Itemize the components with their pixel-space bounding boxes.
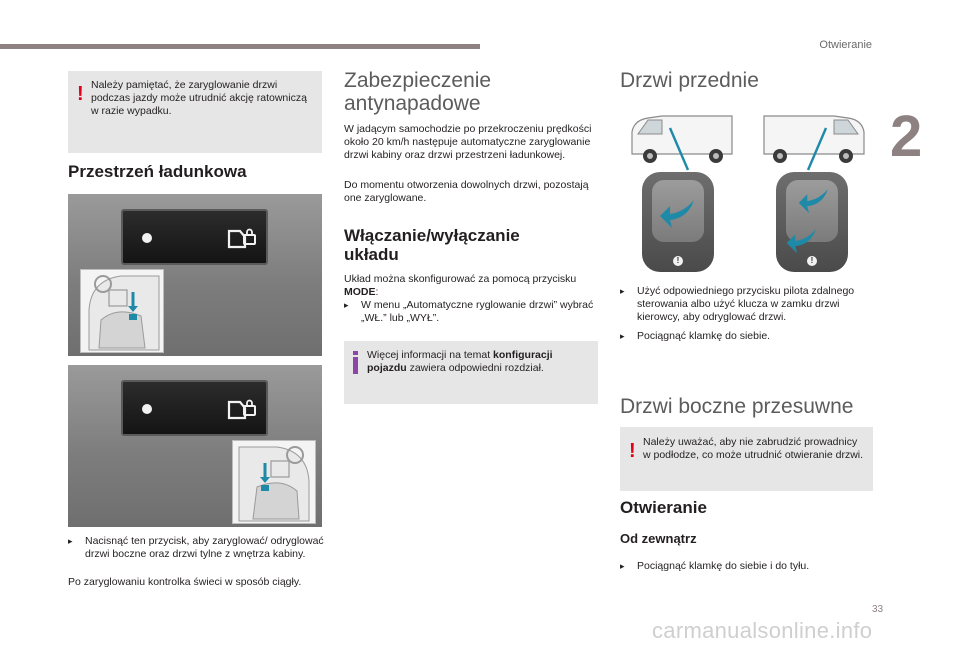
warning-exclamation-icon: !: [629, 440, 636, 462]
van-illustration-right: [758, 110, 868, 172]
bullet-press-button: ▸ Nacisnąć ten przycisk, aby zaryglować/ odryglować drzwi boczne oraz drzwi tylne z wnętrza kabiny.: [68, 535, 324, 560]
heading-opening: Otwieranie: [620, 498, 707, 517]
photo-lock-button-1: [68, 194, 322, 356]
heading-front-doors: Drzwi przednie: [620, 69, 759, 92]
anti-theft-body-1: W jadącym samochodzie po przekroczeniu prędkości około 20 km/h następuje automatyczne zaryglowanie drzwi kabiny oraz drzwi przestrzeni ładunkowej.: [344, 123, 592, 161]
led-indicator: [142, 404, 152, 414]
warning-text: Należy uważać, aby nie zabrudzić prowadnicy w podłodze, co może utrudnić otwieranie drzwi.: [643, 436, 864, 461]
arrow-bullet-icon: ▸: [620, 286, 625, 296]
bullet-menu-setting: ▸ W menu „Automatyczne ryglowanie drzwi” wybrać „WŁ.” lub „WYŁ”.: [344, 299, 594, 324]
arrow-bullet-icon: ▸: [68, 536, 73, 546]
van-lock-icon: [226, 225, 258, 251]
header-accent-bar: [0, 44, 480, 49]
door-handle-right: [776, 172, 848, 272]
arrow-bullet-icon: ▸: [344, 300, 349, 310]
cabin-interior-illustration: [81, 270, 165, 354]
subheading-from-outside: Od zewnątrz: [620, 531, 697, 546]
anti-theft-body-2: Do momentu otworzenia dowolnych drzwi, pozostają one zaryglowane.: [344, 179, 589, 204]
van-lock-icon: [226, 396, 258, 422]
cabin-inset-2: [232, 440, 316, 524]
info-i-icon: [353, 357, 358, 374]
heading-cargo-space: Przestrzeń ładunkowa: [68, 162, 247, 181]
key-lock-icon: !: [673, 256, 683, 266]
heading-anti-theft: Zabezpieczenie antynapadowe: [344, 69, 492, 115]
lock-note: Po zaryglowaniu kontrolka świeci w sposób ciągły.: [68, 576, 302, 588]
section-title: Otwieranie: [819, 39, 872, 51]
warning-box-sliding: [620, 427, 873, 491]
info-text: Więcej informacji na temat konfiguracji pojazdu zawiera odpowiedni rozdział.: [367, 349, 553, 374]
lock-button-panel: [121, 209, 268, 265]
chapter-number: 2: [890, 104, 923, 169]
arrow-bullet-icon: ▸: [620, 331, 625, 341]
led-indicator: [142, 233, 152, 243]
cabin-inset-1: [80, 269, 164, 353]
bullet-pull-back: ▸ Pociągnąć klamkę do siebie i do tyłu.: [620, 560, 810, 572]
bullet-remote-control: ▸ Użyć odpowiedniego przycisku pilota zdalnego sterowania albo użyć klucza w zamku drzwi kierowcy, aby odryglować drzwi.: [620, 285, 855, 323]
warning-text: Należy pamiętać, że zaryglowanie drzwi podczas jazdy może utrudnić akcję ratowniczą w razie wypadku.: [91, 79, 307, 117]
mode-label: MODE: [344, 286, 376, 298]
van-illustration-left: [628, 110, 738, 172]
pull-arrow-icon: [784, 224, 822, 260]
config-intro: Układ można skonfigurować za pomocą przycisku MODE:: [344, 273, 577, 298]
heading-enable-disable: Włączanie/wyłączanie układu: [344, 226, 520, 264]
arrow-bullet-icon: ▸: [620, 561, 625, 571]
pull-arrow-icon: [796, 184, 834, 220]
lock-button-panel: [121, 380, 268, 436]
warning-box-locking: [68, 71, 322, 153]
watermark-text: carmanualsonline.info: [652, 618, 873, 643]
info-box-vehicle-config: [344, 341, 598, 404]
page-number: 33: [872, 604, 884, 615]
cabin-interior-illustration: [233, 441, 317, 525]
bullet-pull-handle: ▸ Pociągnąć klamkę do siebie.: [620, 330, 771, 342]
warning-exclamation-icon: !: [77, 83, 84, 105]
heading-sliding-doors: Drzwi boczne przesuwne: [620, 395, 854, 418]
door-handle-left: [642, 172, 714, 272]
photo-lock-button-2: [68, 365, 322, 527]
key-lock-icon: !: [807, 256, 817, 266]
pull-arrow-icon: [658, 194, 700, 236]
